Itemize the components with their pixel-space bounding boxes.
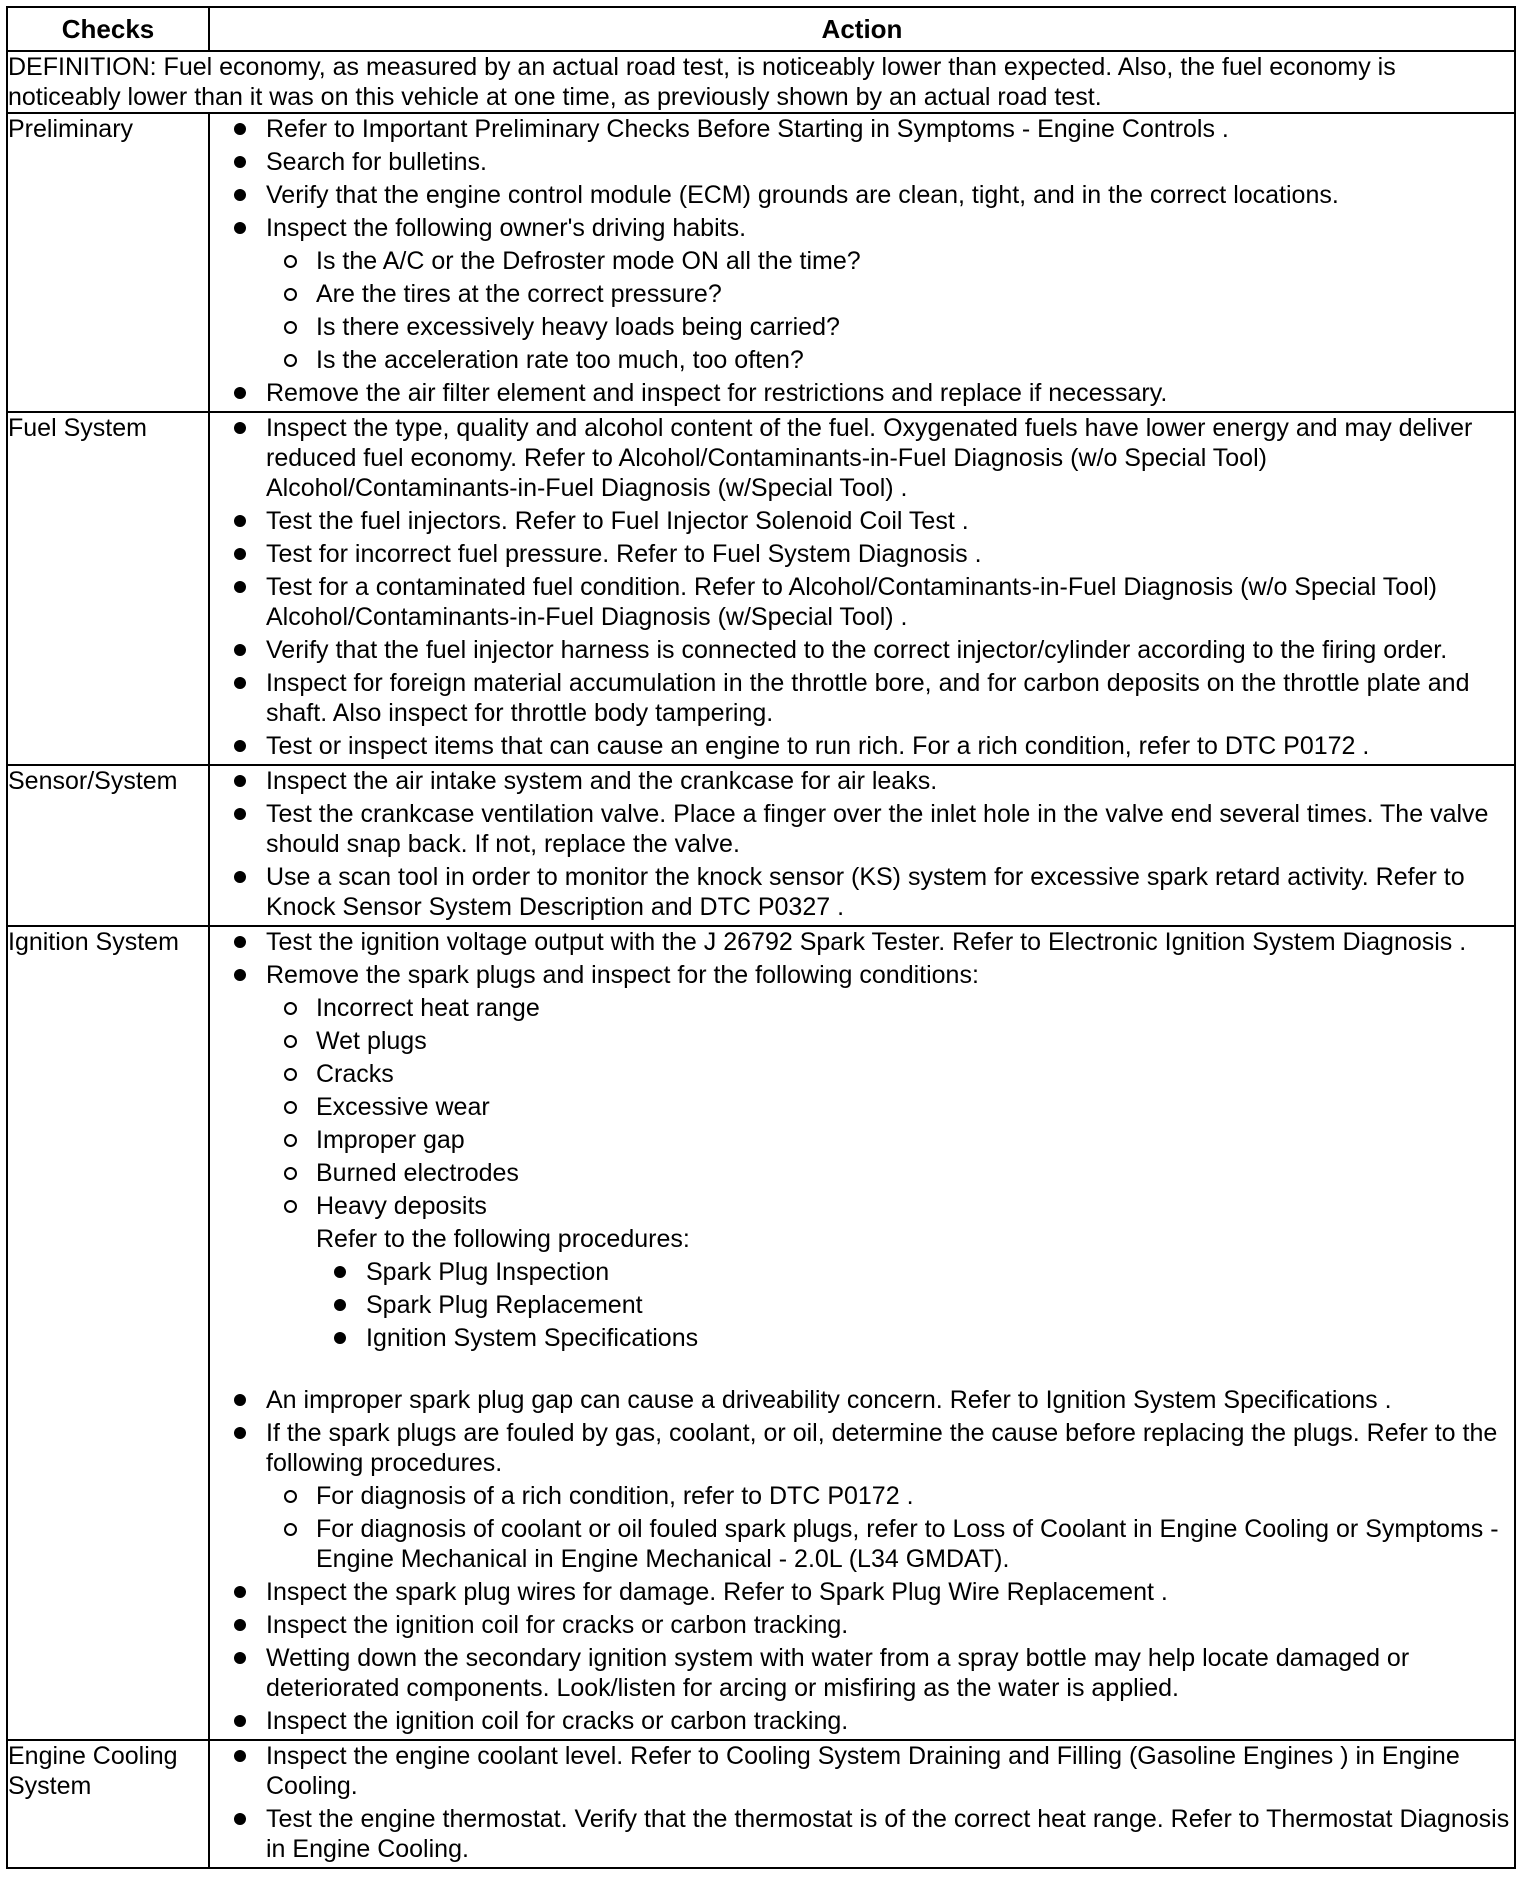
filled-bullet-icon — [234, 422, 246, 434]
action-item-text: Use a scan tool in order to monitor the knock sensor (KS) system for excessive spark retard activity. Refer to Knock Sensor System Description and DTC P0327 . — [266, 863, 1465, 921]
sub-item — [266, 1059, 1514, 1089]
action-cell — [209, 926, 1515, 1740]
action-item-text: Refer to Important Preliminary Checks Before Starting in Symptoms - Engine Controls . — [266, 115, 1229, 143]
procedure-text: Spark Plug Inspection — [366, 1258, 610, 1286]
sub-item-text: Is the A/C or the Defroster mode ON all the time? — [316, 247, 861, 275]
action-item-text: Test or inspect items that can cause an engine to run rich. For a rich condition, refer to DTC P0172 . — [266, 732, 1370, 760]
hollow-bullet-icon — [284, 1490, 297, 1503]
sub-item — [266, 1125, 1514, 1155]
action-item — [210, 1706, 1514, 1736]
sub-item-text: Are the tires at the correct pressure? — [316, 280, 722, 308]
action-item-text: If the spark plugs are fouled by gas, coolant, or oil, determine the cause before replacing the plugs. Refer to the following procedures. — [266, 1419, 1498, 1477]
action-item — [210, 506, 1514, 536]
action-item — [210, 378, 1514, 408]
hollow-bullet-icon — [284, 321, 297, 334]
sub-item-text: Incorrect heat range — [316, 994, 540, 1022]
action-item — [210, 960, 1514, 1382]
action-item — [210, 147, 1514, 177]
action-item — [210, 1610, 1514, 1640]
hollow-bullet-icon — [284, 1134, 297, 1147]
sub-item-text: For diagnosis of a rich condition, refer to DTC P0172 . — [316, 1482, 914, 1510]
filled-bullet-icon — [234, 156, 246, 168]
filled-bullet-icon — [234, 1750, 246, 1762]
filled-bullet-icon — [234, 969, 246, 981]
table-row-fuel-system — [7, 412, 1515, 765]
hollow-bullet-icon — [284, 1101, 297, 1114]
action-item-text: Test for a contaminated fuel condition. Refer to Alcohol/Contaminants-in-Fuel Diagnosis (w/o Special Tool) Alcohol/Contaminants-in-Fuel Diagnosis (w/Special Tool) . — [266, 573, 1437, 631]
action-item — [210, 668, 1514, 728]
action-item-text: Search for bulletins. — [266, 148, 487, 176]
action-item-text: Inspect the ignition coil for cracks or carbon tracking. — [266, 1707, 849, 1735]
filled-bullet-icon — [234, 387, 246, 399]
action-item-text: Inspect the engine coolant level. Refer to Cooling System Draining and Filling (Gasoline Engines ) in Engine Cooling. — [266, 1742, 1460, 1800]
definition-row — [7, 51, 1515, 113]
sub-item — [266, 1191, 1514, 1221]
action-item-text: Remove the spark plugs and inspect for the following conditions: — [266, 961, 979, 989]
action-item-text: Inspect the type, quality and alcohol content of the fuel. Oxygenated fuels have lower energy and may deliver reduced fuel economy. Refer to Alcohol/Contaminants-in-Fuel Diagnosis (w/o Special Tool) Alcohol/Contaminants-in-Fuel Diagnosis (w/Special Tool) . — [266, 414, 1473, 502]
action-item — [210, 114, 1514, 144]
filled-bullet-icon — [234, 740, 246, 752]
filled-bullet-icon — [234, 222, 246, 234]
action-item-text: Test the ignition voltage output with the J 26792 Spark Tester. Refer to Electronic Ignition System Diagnosis . — [266, 928, 1467, 956]
action-cell — [209, 113, 1515, 412]
sub-item — [266, 312, 1514, 342]
diagnostic-table — [6, 6, 1516, 1869]
action-cell — [209, 765, 1515, 926]
action-list — [210, 114, 1514, 408]
filled-bullet-icon — [334, 1266, 346, 1278]
procedure-item — [266, 1290, 1514, 1320]
hollow-bullet-icon — [284, 1167, 297, 1180]
filled-bullet-icon — [234, 936, 246, 948]
action-item — [210, 766, 1514, 796]
check-label: Sensor/System — [7, 765, 209, 926]
action-item-text: Inspect the ignition coil for cracks or carbon tracking. — [266, 1611, 849, 1639]
action-list — [210, 927, 1514, 1736]
procedure-text: Ignition System Specifications — [366, 1324, 699, 1352]
filled-bullet-icon — [234, 1619, 246, 1631]
filled-bullet-icon — [334, 1299, 346, 1311]
hollow-bullet-icon — [284, 354, 297, 367]
action-item-text: Inspect the following owner's driving habits. — [266, 214, 747, 242]
sub-item — [266, 1092, 1514, 1122]
action-item — [210, 927, 1514, 957]
action-item — [210, 731, 1514, 761]
action-item-text: Inspect the spark plug wires for damage. Refer to Spark Plug Wire Replacement . — [266, 1578, 1168, 1606]
filled-bullet-icon — [234, 1394, 246, 1406]
action-item-text: Inspect for foreign material accumulation in the throttle bore, and for carbon deposits on the throttle plate and shaft. Also inspect for throttle body tampering. — [266, 669, 1470, 727]
action-list — [210, 766, 1514, 922]
action-item — [210, 862, 1514, 922]
action-item-text: Test the fuel injectors. Refer to Fuel Injector Solenoid Coil Test . — [266, 507, 969, 535]
sub-item — [266, 279, 1514, 309]
table-row-preliminary — [7, 113, 1515, 412]
filled-bullet-icon — [234, 871, 246, 883]
checks-header: Checks — [7, 7, 209, 51]
sub-item-text: Wet plugs — [316, 1027, 427, 1055]
procedure-item — [266, 1323, 1514, 1353]
sub-list — [266, 246, 1514, 375]
header-row — [7, 7, 1515, 51]
sub-item — [266, 345, 1514, 375]
check-label: Ignition System — [7, 926, 209, 1740]
hollow-bullet-icon — [284, 255, 297, 268]
sub-item-text: Burned electrodes — [316, 1159, 519, 1187]
action-item — [210, 213, 1514, 375]
table-row-ignition-system — [7, 926, 1515, 1740]
filled-bullet-icon — [234, 808, 246, 820]
action-cell — [209, 1740, 1515, 1868]
procedures-note: Refer to the following procedures: — [316, 1225, 690, 1253]
action-item-text: Test the crankcase ventilation valve. Place a finger over the inlet hole in the valve end several times. The valve should snap back. If not, replace the valve. — [266, 800, 1489, 858]
filled-bullet-icon — [234, 1586, 246, 1598]
sub-item — [266, 246, 1514, 276]
sub-list — [266, 1481, 1514, 1574]
action-item — [210, 1804, 1514, 1864]
filled-bullet-icon — [234, 775, 246, 787]
action-item — [210, 539, 1514, 569]
table-row-sensor-system — [7, 765, 1515, 926]
filled-bullet-icon — [234, 644, 246, 656]
procedure-list — [266, 1257, 1514, 1353]
definition-text: DEFINITION: Fuel economy, as measured by an actual road test, is noticeably lower than expected. Also, the fuel economy is noticeably lower than it was on this vehicle at one time, as previously shown by an actual road test. — [7, 51, 1515, 113]
action-item-text: Test the engine thermostat. Verify that the thermostat is of the correct heat range. Refer to Thermostat Diagnosis in Engine Cooling. — [266, 1805, 1510, 1863]
filled-bullet-icon — [234, 1813, 246, 1825]
hollow-bullet-icon — [284, 1523, 297, 1536]
spacer — [266, 1356, 1514, 1382]
action-item — [210, 1385, 1514, 1415]
filled-bullet-icon — [234, 515, 246, 527]
sub-item-text: Heavy deposits — [316, 1192, 487, 1220]
filled-bullet-icon — [234, 1427, 246, 1439]
sub-item — [266, 1481, 1514, 1511]
action-item-text: Verify that the engine control module (ECM) grounds are clean, tight, and in the correct locations. — [266, 181, 1339, 209]
action-item-text: Inspect the air intake system and the crankcase for air leaks. — [266, 767, 938, 795]
action-item-text: Test for incorrect fuel pressure. Refer to Fuel System Diagnosis . — [266, 540, 982, 568]
sub-item — [266, 1514, 1514, 1574]
action-item — [210, 1741, 1514, 1801]
action-item — [210, 180, 1514, 210]
sub-item-text: Is there excessively heavy loads being carried? — [316, 313, 840, 341]
action-cell — [209, 412, 1515, 765]
sub-item-text: Excessive wear — [316, 1093, 490, 1121]
sub-item — [266, 1026, 1514, 1056]
action-item — [210, 799, 1514, 859]
action-item — [210, 572, 1514, 632]
action-list — [210, 1741, 1514, 1864]
sub-item — [266, 993, 1514, 1023]
action-list — [210, 413, 1514, 761]
table-row-engine-cooling-system — [7, 1740, 1515, 1868]
diagnostic-table-sheet — [6, 6, 1514, 1869]
procedure-text: Spark Plug Replacement — [366, 1291, 643, 1319]
filled-bullet-icon — [234, 677, 246, 689]
check-label: Fuel System — [7, 412, 209, 765]
hollow-bullet-icon — [284, 1068, 297, 1081]
procedure-item — [266, 1257, 1514, 1287]
hollow-bullet-icon — [284, 288, 297, 301]
hollow-bullet-icon — [284, 1035, 297, 1048]
sub-item-text: Is the acceleration rate too much, too often? — [316, 346, 804, 374]
action-item — [210, 413, 1514, 503]
filled-bullet-icon — [234, 581, 246, 593]
sub-item-text: Cracks — [316, 1060, 394, 1088]
action-item-text: Wetting down the secondary ignition system with water from a spray bottle may help locate damaged or deteriorated components. Look/listen for arcing or misfiring as the water is applied. — [266, 1644, 1410, 1702]
filled-bullet-icon — [234, 189, 246, 201]
action-item-text: Remove the air filter element and inspect for restrictions and replace if necessary. — [266, 379, 1168, 407]
check-label: Engine Cooling System — [7, 1740, 209, 1868]
filled-bullet-icon — [234, 123, 246, 135]
hollow-bullet-icon — [284, 1200, 297, 1213]
action-item — [210, 1577, 1514, 1607]
filled-bullet-icon — [234, 1652, 246, 1664]
sub-item-text: For diagnosis of coolant or oil fouled spark plugs, refer to Loss of Coolant in Engine Cooling or Symptoms - Engine Mechanical in Engine Mechanical - 2.0L (L34 GMDAT). — [316, 1515, 1499, 1573]
action-item-text: An improper spark plug gap can cause a driveability concern. Refer to Ignition System Specifications . — [266, 1386, 1392, 1414]
check-label: Preliminary — [7, 113, 209, 412]
hollow-bullet-icon — [284, 1002, 297, 1015]
sub-item — [266, 1158, 1514, 1188]
sub-item-text: Improper gap — [316, 1126, 465, 1154]
action-item — [210, 635, 1514, 665]
sub-list — [266, 993, 1514, 1221]
action-item — [210, 1418, 1514, 1574]
filled-bullet-icon — [234, 548, 246, 560]
action-header: Action — [209, 7, 1515, 51]
filled-bullet-icon — [334, 1332, 346, 1344]
action-item-text: Verify that the fuel injector harness is connected to the correct injector/cylinder according to the firing order. — [266, 636, 1448, 664]
action-item — [210, 1643, 1514, 1703]
filled-bullet-icon — [234, 1715, 246, 1727]
